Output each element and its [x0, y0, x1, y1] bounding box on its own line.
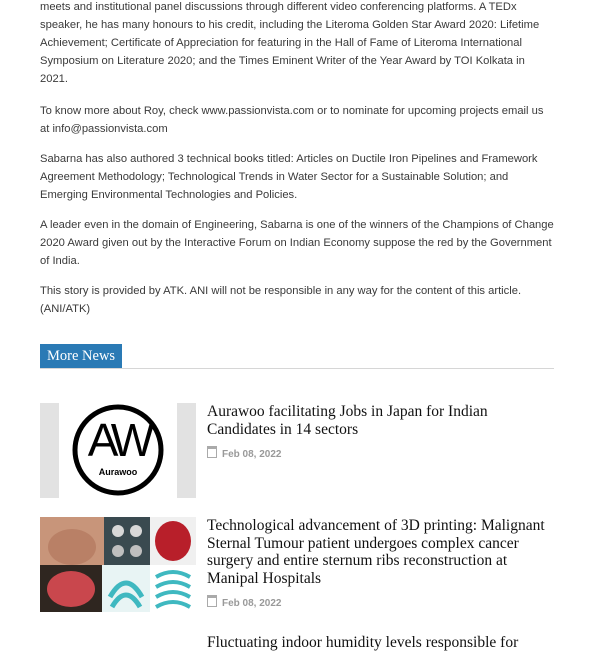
news-item[interactable]	[40, 403, 555, 498]
calendar-icon	[207, 595, 217, 607]
logo-text: Aurawoo	[98, 467, 138, 477]
news-date: Feb 08, 2022	[207, 595, 281, 609]
news-thumbnail[interactable]	[40, 517, 196, 612]
article-paragraph: This story is provided by ATK. ANI will not be responsible in any way for the content of this article. (ANI/ATK)	[40, 285, 522, 315]
logo-letters: AW	[87, 414, 149, 466]
news-title-link[interactable]: Technological advancement of 3D printing: Malignant Sternal Tumour patient undergoes complex cancer surgery and entire sternum ribs reconstruction at Manipal Hospitals	[207, 517, 545, 587]
news-item[interactable]	[40, 517, 555, 612]
news-title-link[interactable]: Aurawoo facilitating Jobs in Japan for Indian Candidates in 14 sectors	[207, 403, 488, 438]
news-thumbnail[interactable]	[40, 403, 196, 498]
article-paragraph: A leader even in the domain of Engineering, Sabarna is one of the winners of the Champions of Change 2020 Award given out by the Interactive Forum on Indian Economy suppose the red by the Government of India.	[40, 219, 554, 267]
news-title-link[interactable]: Fluctuating indoor humidity levels responsible for	[207, 634, 519, 651]
more-news-header	[40, 344, 554, 369]
article-paragraph: To know more about Roy, check www.passionvista.com or to nominate for upcoming projects email us at info@passionvista.com	[40, 105, 544, 135]
calendar-icon	[207, 446, 217, 458]
more-news-label: More News	[40, 344, 122, 368]
medical-collage-image	[40, 517, 196, 612]
news-date: Feb 08, 2022	[207, 446, 281, 460]
news-item[interactable]	[40, 634, 555, 650]
article-paragraph: Sabarna has also authored 3 technical books titled: Articles on Ductile Iron Pipelines and Framework Agreement Methodology; Technological Trends in Water Sector for a Sustainable Solution; and Emerging Environmental Technologies and Policies.	[40, 153, 538, 201]
article-paragraph: meets and institutional panel discussions through different video conferencing platforms. A TEDx speaker, he has many honours to his credit, including the Literoma Golden Star Award 2020: Lifetime Achievement; Certificate of Appreciation for featuring in the Hall of Fame of Literoma International Symposium on Literature 2020; and the Times Eminent Writer of the Year Award by TOI Kolkata in 2021.	[40, 1, 540, 85]
